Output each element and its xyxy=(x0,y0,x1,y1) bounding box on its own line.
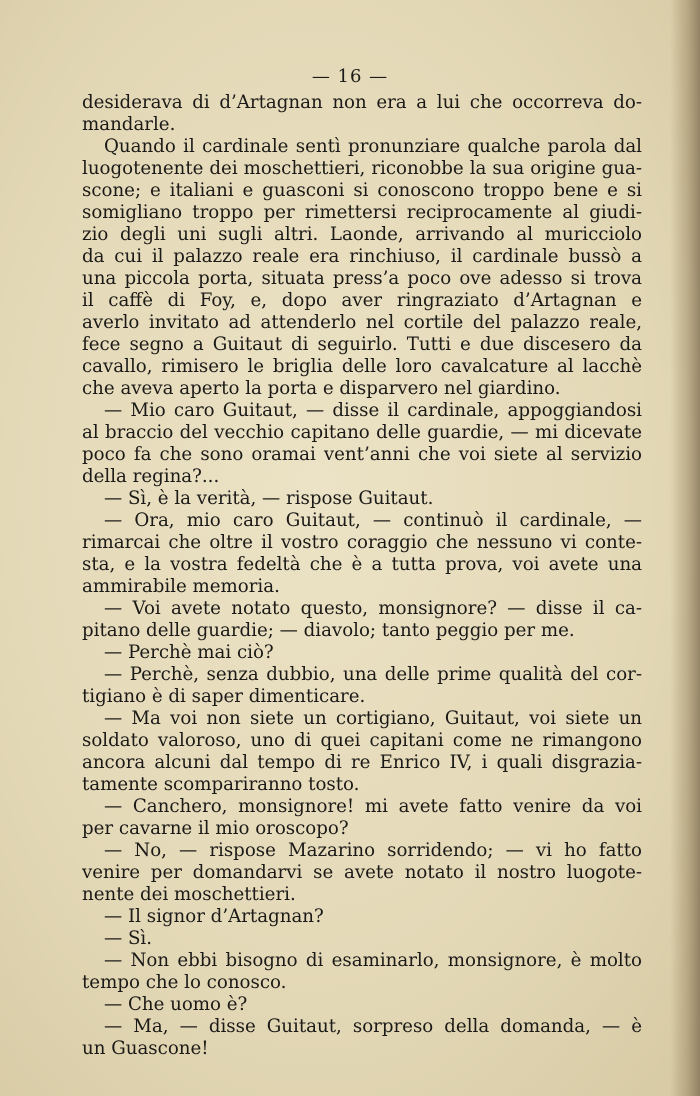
text-line: poco fa che sono oramai vent’anni che voi siete al servizio xyxy=(82,444,642,465)
text-line: il caffè di Foy, e, dopo aver ringraziato d’Artagnan e xyxy=(82,290,642,311)
text-line: — Sì, è la verità, — rispose Guitaut. xyxy=(104,488,434,509)
text-line: tigiano è di saper dimenticare. xyxy=(82,686,366,707)
text-line: somigliano troppo per rimettersi reciprocamente al giudi- xyxy=(82,202,642,223)
text-line: al braccio del vecchio capitano delle guardie, — mi dicevate xyxy=(82,422,642,443)
text-line: nente dei moschettieri. xyxy=(82,884,296,905)
text-line: soldato valoroso, uno di quei capitani come ne rimangono xyxy=(82,730,642,751)
text-line: Quando il cardinale sentì pronunziare qualche parola dal xyxy=(104,136,642,157)
text-line: una piccola porta, situata press’a poco ove adesso si trova xyxy=(82,268,642,289)
text-line: fece segno a Guitaut di seguirlo. Tutti e due discesero da xyxy=(82,334,642,355)
text-line: luogotenente dei moschettieri, riconobbe la sua origine gua- xyxy=(82,158,642,179)
text-line: — Il signor d’Artagnan? xyxy=(104,906,324,927)
text-line: per cavarne il mio oroscopo? xyxy=(82,818,349,839)
text-line: scone; e italiani e guasconi si conoscono troppo bene e si xyxy=(82,180,642,201)
text-line: — Non ebbi bisogno di esaminarlo, monsignore, è molto xyxy=(104,950,642,971)
text-line: — Perchè, senza dubbio, una delle prime qualità del cor- xyxy=(104,664,642,685)
text-line: della regina?... xyxy=(82,466,220,487)
text-line: — Mio caro Guitaut, — disse il cardinale, appoggiandosi xyxy=(104,400,642,421)
text-line: tamente scompariranno tosto. xyxy=(82,774,360,795)
text-line: — Ora, mio caro Guitaut, — continuò il cardinale, — xyxy=(104,510,642,531)
text-line: desiderava di d’Artagnan non era a lui che occorreva do- xyxy=(82,92,642,113)
text-line: averlo invitato ad attenderlo nel cortile del palazzo reale, xyxy=(82,312,642,333)
text-line: che aveva aperto la porta e disparvero nel giardino. xyxy=(82,378,561,399)
text-line: — Che uomo è? xyxy=(104,994,248,1015)
text-line: — Perchè mai ciò? xyxy=(104,642,274,663)
text-line: — Ma, — disse Guitaut, sorpreso della domanda, — è xyxy=(104,1016,642,1037)
text-line: — No, — rispose Mazarino sorridendo; — vi ho fatto xyxy=(104,840,642,861)
page-number: — 16 — xyxy=(311,66,389,87)
text-line: — Sì. xyxy=(104,928,153,949)
text-line: un Guascone! xyxy=(82,1038,209,1059)
text-line: — Ma voi non siete un cortigiano, Guitaut, voi siete un xyxy=(104,708,642,729)
text-line: mandarle. xyxy=(82,114,176,135)
text-line: cavallo, rimisero le briglia delle loro cavalcature al lacchè xyxy=(82,356,642,377)
text-line: pitano delle guardie; — diavolo; tanto peggio per me. xyxy=(82,620,575,641)
text-line: rimarcai che oltre il vostro coraggio che nessuno vi conte- xyxy=(82,532,642,553)
text-line: venire per domandarvi se avete notato il nostro luogote- xyxy=(82,862,642,883)
text-line: tempo che lo conosco. xyxy=(82,972,287,993)
text-line: ancora alcuni dal tempo di re Enrico IV, i quali disgrazia- xyxy=(82,752,642,773)
body-text xyxy=(82,92,642,1060)
text-line: da cui il palazzo reale era rinchiuso, il cardinale bussò a xyxy=(82,246,642,267)
text-line: sta, e la vostra fedeltà che è a tutta prova, voi avete una xyxy=(82,554,642,575)
text-line: — Canchero, monsignore! mi avete fatto venire da voi xyxy=(104,796,642,817)
text-line: zio degli uni sugli altri. Laonde, arrivando al muricciolo xyxy=(82,224,642,245)
text-line: — Voi avete notato questo, monsignore? — disse il ca- xyxy=(104,598,642,619)
page-gutter-shadow xyxy=(670,0,700,1096)
text-line: ammirabile memoria. xyxy=(82,576,280,597)
